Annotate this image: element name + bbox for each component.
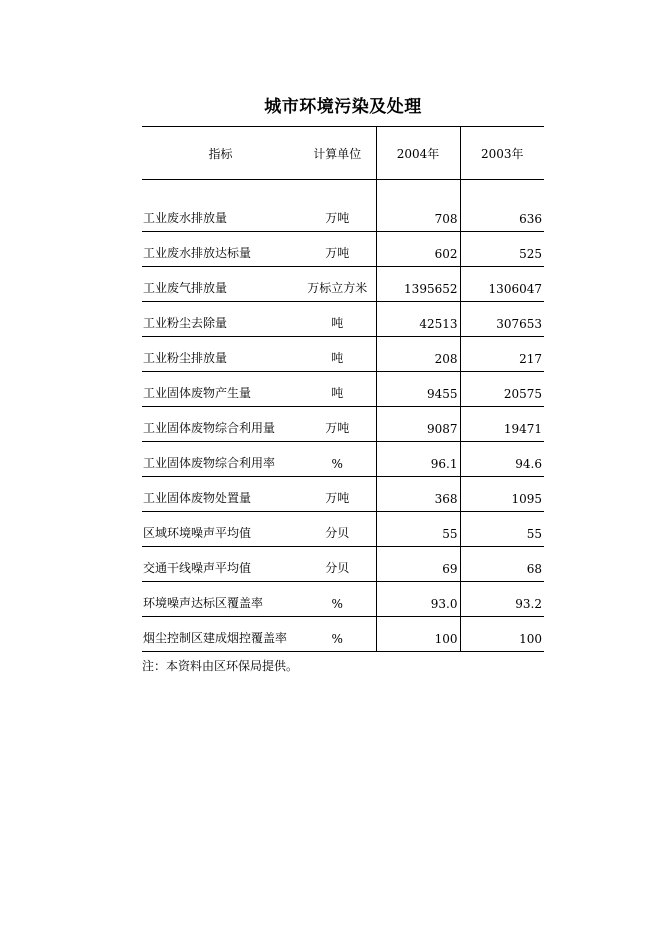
row-value-2003: 1306047 [460, 267, 544, 302]
row-value-2004: 1395652 [376, 267, 460, 302]
row-value-2003: 93.2 [460, 582, 544, 617]
row-unit: 万吨 [299, 407, 376, 442]
row-unit: 吨 [299, 302, 376, 337]
row-value-2003: 307653 [460, 302, 544, 337]
table-body [142, 180, 544, 652]
table-row [142, 582, 544, 617]
table-row [142, 547, 544, 582]
row-indicator-name: 环境噪声达标区覆盖率 [142, 582, 299, 617]
table-row [142, 442, 544, 477]
row-value-2003: 94.6 [460, 442, 544, 477]
row-unit: 分贝 [299, 512, 376, 547]
row-indicator-name: 区域环境噪声平均值 [142, 512, 299, 547]
table-header-row [142, 127, 544, 180]
row-value-2004: 368 [376, 477, 460, 512]
row-value-2004: 55 [376, 512, 460, 547]
table-row [142, 372, 544, 407]
row-value-2003: 217 [460, 337, 544, 372]
row-value-2004: 208 [376, 337, 460, 372]
row-value-2003: 19471 [460, 407, 544, 442]
table-row [142, 407, 544, 442]
row-indicator-name: 烟尘控制区建成烟控覆盖率 [142, 617, 299, 652]
table-row [142, 512, 544, 547]
row-value-2003: 636 [460, 180, 544, 232]
row-value-2004: 93.0 [376, 582, 460, 617]
footnote: 注：本资料由区环保局提供。 [142, 659, 299, 673]
row-unit: 万标立方米 [299, 267, 376, 302]
row-value-2004: 69 [376, 547, 460, 582]
row-indicator-name: 工业固体废物处置量 [142, 477, 299, 512]
table-row [142, 302, 544, 337]
row-indicator-name: 交通干线噪声平均值 [142, 547, 299, 582]
row-unit: 万吨 [299, 477, 376, 512]
row-unit: % [299, 617, 376, 652]
row-unit: 吨 [299, 372, 376, 407]
row-indicator-name: 工业固体废物综合利用率 [142, 442, 299, 477]
statistics-table [142, 126, 544, 652]
row-value-2003: 1095 [460, 477, 544, 512]
header-unit: 计算单位 [299, 127, 376, 180]
row-indicator-name: 工业粉尘排放量 [142, 337, 299, 372]
table-row [142, 617, 544, 652]
row-value-2003: 55 [460, 512, 544, 547]
row-value-2004: 602 [376, 232, 460, 267]
row-value-2004: 9087 [376, 407, 460, 442]
row-indicator-name: 工业废水排放达标量 [142, 232, 299, 267]
row-unit: 分贝 [299, 547, 376, 582]
row-unit: 万吨 [299, 180, 376, 232]
row-value-2004: 96.1 [376, 442, 460, 477]
row-indicator-name: 工业固体废物综合利用量 [142, 407, 299, 442]
page-title: 城市环境污染及处理 [264, 97, 422, 117]
table-row [142, 477, 544, 512]
row-value-2004: 42513 [376, 302, 460, 337]
row-unit: % [299, 442, 376, 477]
row-value-2003: 100 [460, 617, 544, 652]
table-row [142, 337, 544, 372]
row-unit: % [299, 582, 376, 617]
row-indicator-name: 工业废水排放量 [142, 180, 299, 232]
table-row [142, 180, 544, 232]
row-value-2003: 68 [460, 547, 544, 582]
row-value-2003: 20575 [460, 372, 544, 407]
table-row [142, 232, 544, 267]
row-indicator-name: 工业废气排放量 [142, 267, 299, 302]
row-value-2004: 9455 [376, 372, 460, 407]
header-year-2003: 2003年 [460, 127, 544, 180]
row-unit: 吨 [299, 337, 376, 372]
row-value-2004: 100 [376, 617, 460, 652]
header-year-2004: 2004年 [376, 127, 460, 180]
row-indicator-name: 工业固体废物产生量 [142, 372, 299, 407]
row-indicator-name: 工业粉尘去除量 [142, 302, 299, 337]
header-indicator: 指标 [142, 127, 299, 180]
row-value-2003: 525 [460, 232, 544, 267]
table-row [142, 267, 544, 302]
row-value-2004: 708 [376, 180, 460, 232]
row-unit: 万吨 [299, 232, 376, 267]
